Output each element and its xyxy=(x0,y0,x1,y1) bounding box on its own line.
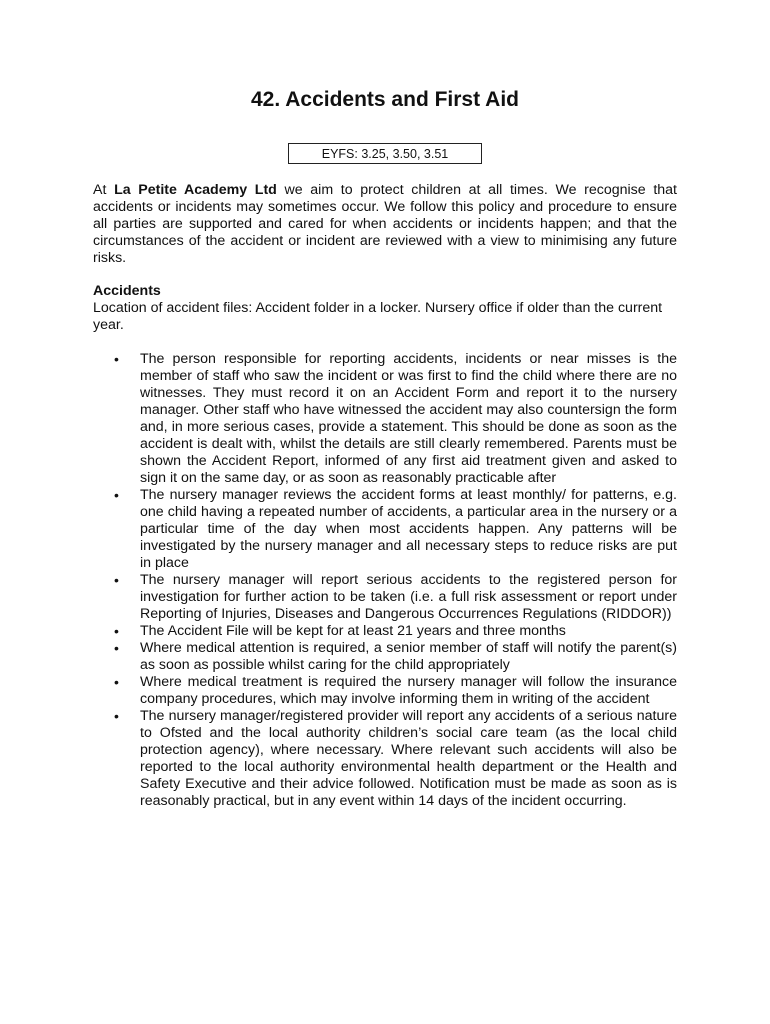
list-item-text: The nursery manager/registered provider will report any accidents of a serious nature to Ofsted and the local authority children’s social care team (as the local child protection agency), where necessary. Where relevant such accidents will also be reported to the local authority environmental health department or the Health and Safety Executive and their advice followed. Notification must be made as soon as is reasonably practical, but in any event within 14 days of the incident occurring. xyxy=(140,708,677,809)
list-item-text: Where medical attention is required, a senior member of staff will notify the parent(s) as soon as possible whilst caring for the child appropriately xyxy=(140,640,677,673)
intro-paragraph xyxy=(93,182,677,267)
accident-files-location: Location of accident files: Accident folder in a locker. Nursery office if older than the current year. xyxy=(93,300,663,333)
intro-prefix: At xyxy=(93,182,115,198)
bullet-icon: • xyxy=(114,674,119,690)
list-item-text: The nursery manager will report serious accidents to the registered person for investigation for further action to be taken (i.e. a full risk assessment or report under Reporting of Injuries, Diseases and Dangerous Occurrences Regulations (RIDDOR)) xyxy=(140,572,677,622)
list-item xyxy=(93,487,677,572)
intro-text: we aim to protect children at all times. We recognise that accidents or incidents may sometimes occur. We follow this policy and procedure to ensure all parties are supported and cared for when accidents or incidents happen; and that the circumstances of the accident or incident are reviewed with a view to minimising any future risks. xyxy=(93,182,677,266)
bullet-icon: • xyxy=(114,623,119,639)
list-item xyxy=(93,572,677,623)
list-item xyxy=(93,674,677,708)
list-item-text: The person responsible for reporting accidents, incidents or near misses is the member of staff who saw the incident or was first to find the child where there are no witnesses. They must record it on an Accident Form and report it to the nursery manager. Other staff who have witnessed the accident may also countersign the form and, in more serious cases, provide a statement. This should be done as soon as the accident is dealt with, whilst the details are still clearly remembered. Parents must be shown the Accident Report, informed of any first aid treatment given and asked to sign it on the same day, or as soon as reasonably practicable after xyxy=(140,351,677,486)
bullet-icon: • xyxy=(114,487,119,503)
bullet-icon: • xyxy=(114,572,119,588)
page-title: 42. Accidents and First Aid xyxy=(250,88,519,111)
list-item xyxy=(93,640,677,674)
section-heading-accidents: Accidents xyxy=(93,283,161,299)
bullet-icon: • xyxy=(114,640,119,656)
list-item xyxy=(93,708,677,810)
list-item xyxy=(93,623,677,640)
bullet-icon: • xyxy=(114,708,119,724)
organisation-name: La Petite Academy Ltd xyxy=(114,182,277,198)
eyfs-reference-box: EYFS: 3.25, 3.50, 3.51 xyxy=(288,143,482,164)
list-item-text: Where medical treatment is required the nursery manager will follow the insurance company procedures, which may involve informing them in writing of the accident xyxy=(140,674,677,707)
list-item xyxy=(93,351,677,487)
bullet-icon: • xyxy=(114,351,119,367)
list-item-text: The Accident File will be kept for at least 21 years and three months xyxy=(140,623,566,639)
list-item-text: The nursery manager reviews the accident forms at least monthly/ for patterns, e.g. one child having a repeated number of accidents, a particular area in the nursery or a particular time of the day when most accidents happen. Any patterns will be investigated by the nursery manager and all necessary steps to reduce risks are put in place xyxy=(140,487,677,571)
accidents-bullet-list xyxy=(93,351,677,810)
